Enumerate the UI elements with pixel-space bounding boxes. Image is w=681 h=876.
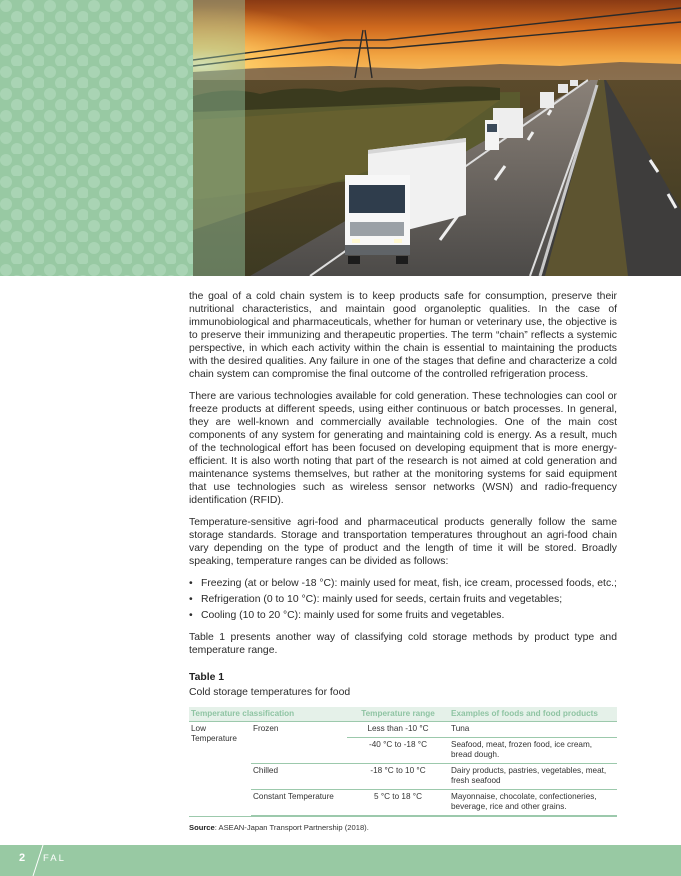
table-label: Table 1 (189, 672, 225, 683)
cold-storage-table (189, 707, 617, 817)
list-item: • Cooling (10 to 20 °C): mainly used for some fruits and vegetables. (189, 609, 617, 622)
page-footer (0, 845, 681, 876)
paragraph-table-intro: Table 1 presents another way of classifying cold storage methods by product type and temperature range. (189, 632, 617, 656)
cell-subclass: Chilled (251, 764, 347, 790)
list-item: • Refrigeration (0 to 10 °C): mainly used for seeds, certain fruits and vegetables; (189, 593, 617, 606)
temperature-range-list (189, 577, 617, 622)
table-row (189, 764, 617, 790)
cell-examples: Dairy products, pastries, vegetables, meat, fresh seafood (449, 764, 617, 790)
header-photo (0, 0, 681, 276)
paragraph-temperature-ranges: Temperature-sensitive agri-food and pharmaceutical products generally follow the same storage standards. Storage and transportation temperatures throughout an agri-food chain vary depending on the type of product and the length of time it will be stored. Broadly speaking, temperature ranges can be divided as follows: (189, 517, 617, 567)
paragraph-cold-generation: There are various technologies available for cold generation. These technologies can cool or freeze products at different speeds, using either continuous or batch processes. In general, they are well-known and commercially available technologies. One of the main cost components of any system for generating and maintaining cold is energy. As a result, much of the technological effort has been focused on developing equipment that is more energy-efficient. It is also worth noting that part of the research is not aimed at cold generation and maintenance systems themselves, but rather at the monitoring systems for said equipment that use technologies such as wireless sensor networks (WSN) and radio-frequency identification (RFID). (189, 391, 617, 506)
header-classification: Temperature classification (189, 707, 347, 722)
cell-range: -40 °C to -18 °C (347, 738, 449, 764)
article-body (189, 290, 617, 834)
source-text: : ASEAN-Japan Transport Partnership (2018). (214, 823, 369, 832)
cell-subclass: Frozen (253, 724, 279, 733)
table-row (189, 790, 617, 816)
paragraph-cold-chain-goal: the goal of a cold chain system is to keep products safe for consumption, preserve their nutritional characteristics, and maintain good organoleptic qualities. In the case of immunobiological and pharmaceuticals, whether for human or veterinary use, the objective is to preserve their immunizing and therapeutic properties. The term “chain” reflects a systemic perspective, in which each activity within the chain is essential to maintaining the products with the desired qualities. Any failure in one of the stages that define and characterize a cold chain system can compromise the final outcome of the controlled refrigeration process. (189, 291, 617, 380)
table-row (189, 722, 617, 738)
cell-subclass: Constant Temperature (251, 790, 347, 816)
cell-examples: Mayonnaise, chocolate, confectioneries, beverage, rice and other grains. (449, 790, 617, 816)
publication-name: FAL (43, 853, 66, 864)
table-caption: Cold storage temperatures for food (189, 687, 351, 698)
cell-group: Low Temperature (191, 724, 237, 743)
list-item: • Freezing (at or below -18 °C): mainly used for meat, fish, ice cream, processed foods, etc.; (189, 577, 617, 590)
highway-trucks-illustration (0, 0, 681, 276)
header-range: Temperature range (347, 707, 449, 722)
table-source (189, 821, 617, 834)
table-header-row (189, 707, 617, 722)
source-label: Source (189, 823, 215, 832)
cell-range: 5 °C to 18 °C (347, 790, 449, 816)
page-number: 2 (19, 852, 26, 864)
cell-range: -18 °C to 10 °C (347, 764, 449, 790)
cell-examples: Tuna (449, 722, 617, 738)
header-examples: Examples of foods and food products (449, 707, 617, 722)
cell-range: Less than -10 °C (347, 722, 449, 738)
cell-examples: Seafood, meat, frozen food, ice cream, bread dough. (449, 738, 617, 764)
